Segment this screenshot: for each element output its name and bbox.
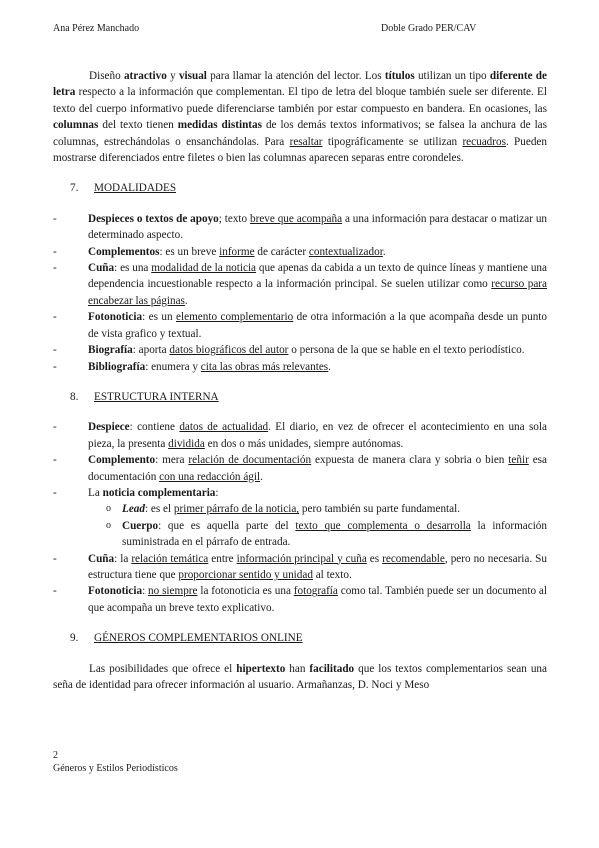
noticia-sublist bbox=[53, 501, 547, 550]
list-item: - Cuña: es una modalidad de la noticia que apenas da cabida a un texto de quince líneas y mantiene una dependencia incuestionable respecto a la información principal. Se suelen utilizar como recurso para encabezar las páginas. bbox=[53, 260, 547, 309]
list-item: - Complemento: mera relación de documentación expuesta de manera clara y sobria o bien teñir esa documentación con una redacción ágil. bbox=[53, 452, 547, 485]
list-item: - Despieces o textos de apoyo; texto breve que acompaña a una información para destacar o matizar un determinado aspecto. bbox=[53, 211, 547, 244]
estructura-list-b bbox=[53, 551, 547, 617]
header-author: Ana Pérez Manchado bbox=[53, 23, 140, 34]
document-body bbox=[53, 68, 547, 693]
page-number: 2 bbox=[53, 750, 58, 761]
header-degree: Doble Grado PER/CAV bbox=[381, 23, 477, 34]
list-item: - Fotonoticia: no siempre la fotonoticia es una fotografía como tal. También puede ser un documento al que acompaña un breve texto explicativo. bbox=[53, 583, 547, 616]
section-9-paragraph: Las posibilidades que ofrece el hipertexto han facilitado que los textos complementarios sean una seña de identidad para ofrecer información al usuario. Armañanzas, D. Noci y Meso bbox=[53, 662, 547, 691]
list-item: - Cuña: la relación temática entre información principal y cuña es recomendable, pero no necesaria. Su estructura tiene que proporcionar sentido y unidad al texto. bbox=[53, 551, 547, 584]
section-title: ESTRUCTURA INTERNA bbox=[94, 390, 219, 403]
list-item: - Complementos: es un breve informe de carácter contextualizador. bbox=[53, 244, 547, 260]
list-item: - La noticia complementaria: bbox=[53, 485, 547, 501]
section-8-heading bbox=[53, 389, 547, 405]
estructura-list-a bbox=[53, 419, 547, 501]
section-9-heading bbox=[53, 630, 547, 646]
list-item: - Fotonoticia: es un elemento complementario de otra información a la que acompaña desde un punto de vista grafico y textual. bbox=[53, 309, 547, 342]
section-7-heading bbox=[53, 180, 547, 196]
list-item: - Biografía: aporta datos biográficos del autor o persona de la que se hable en el texto periodístico. bbox=[53, 342, 547, 358]
section-title: GÉNEROS COMPLEMENTARIOS ONLINE bbox=[94, 632, 303, 645]
intro-paragraph: Diseño atractivo y visual para llamar la atención del lector. Los títulos utilizan un tipo diferente de letra respecto a la información que complementan. El tipo de letra del bloque también suele ser diferente. El texto del cuerpo informativo puede diferenciarse también por estar compuesto en bandera. En ocasiones, las columnas del texto tienen medidas distintas de los demás textos informativos; se falsea la anchura de las columnas, estrechándolas o ensanchándolas. Para resaltar tipográficamente se utilizan recuadros. Pueden mostrarse diferenciados entre filetes o bien las columnas aparecen separas entre corondeles. bbox=[53, 70, 548, 165]
section-title: MODALIDADES bbox=[94, 182, 177, 195]
modalidades-list bbox=[53, 211, 547, 375]
list-item: - Bibliografía: enumera y cita las obras más relevantes. bbox=[53, 359, 547, 375]
section-number: 8. bbox=[70, 390, 79, 403]
footer-course: Géneros y Estilos Periodísticos bbox=[53, 763, 178, 774]
list-item: o Cuerpo: que es aquella parte del texto que complementa o desarrolla la información suministrada en el párrafo de entrada. bbox=[53, 518, 547, 551]
list-item: - Despiece: contiene datos de actualidad. El diario, en vez de ofrecer el acontecimiento en una sola pieza, la presenta dividida en dos o más unidades, siempre autónomas. bbox=[53, 419, 547, 452]
list-item: o Lead: es el primer párrafo de la noticia, pero también su parte fundamental. bbox=[53, 501, 547, 517]
section-number: 9. bbox=[70, 632, 79, 645]
page-footer bbox=[53, 749, 178, 775]
section-number: 7. bbox=[70, 182, 79, 195]
